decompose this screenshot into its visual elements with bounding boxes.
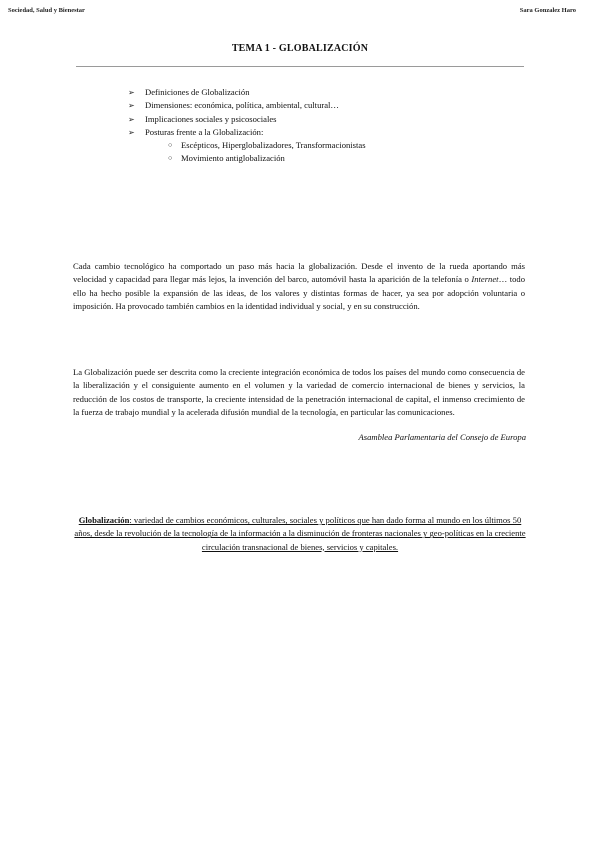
outline-subitem: [128, 139, 366, 152]
circle-bullet-icon: ○: [168, 141, 173, 150]
outline-item: [128, 86, 366, 99]
outline-item: [128, 99, 366, 112]
internet-italic-text: Internet: [471, 274, 499, 285]
outline-item-label: Dimensiones: económica, política, ambiental, cultural…: [145, 100, 340, 111]
definition-text: : variedad de cambios económicos, culturales, sociales y políticos que han dado forma al mundo en los últimos 50 años, desde la revolución de la tecnología de la información a la disminución de fronteras nacionales y geo-políticas en la creciente circulación transnacional de bienes, servicios y capitales.: [74, 515, 526, 552]
header-left-text: Sociedad, Salud y Bienestar: [8, 7, 85, 14]
circle-bullet-icon: ○: [168, 154, 173, 163]
definition-term: Globalización: [78, 515, 130, 525]
outline-item-label: Posturas frente a la Globalización:: [145, 126, 264, 137]
outline-item-label: Definiciones de Globalización: [145, 87, 250, 97]
outline-item: [128, 113, 366, 126]
outline-subitem-label: Escépticos, Hiperglobalizadores, Transformacionistas: [181, 140, 366, 151]
paragraph-text: Cada cambio tecnológico ha comportado un paso más hacia la globalización. Desde el invento de la rueda aportando más velocidad y capacidad para llegar más lejos, la invención del barco, automóvil hasta la aparición de la telefonía o: [73, 261, 525, 285]
arrow-bullet-icon: ➢: [128, 127, 135, 137]
arrow-bullet-icon: ➢: [128, 101, 135, 111]
citation-source: Asamblea Parlamentaria del Consejo de Europa: [358, 432, 526, 442]
page-title: TEMA 1 - GLOBALIZACIÓN: [231, 43, 369, 54]
outline-subitem: [128, 152, 366, 165]
definition-block: [72, 514, 528, 554]
title-divider: [76, 66, 524, 67]
outline-item: [128, 126, 366, 139]
globalization-description-paragraph: La Globalización puede ser descrita como la creciente integración económica de todos los países del mundo como consecuencia de la liberalización y el consiguiente aumento en el volumen y la variedad de comercio internacional de bienes y servicios, la reducción de los costos de transporte, la creciente intensidad de la penetración internacional de capital, el inmenso crecimiento de la fuerza de trabajo mundial y la acelerada difusión mundial de la tecnología, en particular las comunicaciones.: [73, 367, 525, 417]
arrow-bullet-icon: ➢: [128, 88, 135, 97]
arrow-bullet-icon: ➢: [128, 114, 135, 124]
outline-item-label: Implicaciones sociales y psicosociales: [145, 113, 277, 124]
technology-paragraph: [73, 260, 525, 313]
topic-outline: [128, 86, 366, 166]
paragraph-text: … todo ello ha hecho posible la expansión de las ideas, de los valores y distintas formas de hacer, ya sea por adopción voluntaria o imposición. Ha provocado también cambios en la identidad individual y social, y en su construcción.: [73, 274, 525, 311]
header-right-text: Sara Gonzalez Haro: [519, 7, 576, 14]
outline-subitem-label: Movimiento antiglobalización: [181, 153, 285, 164]
